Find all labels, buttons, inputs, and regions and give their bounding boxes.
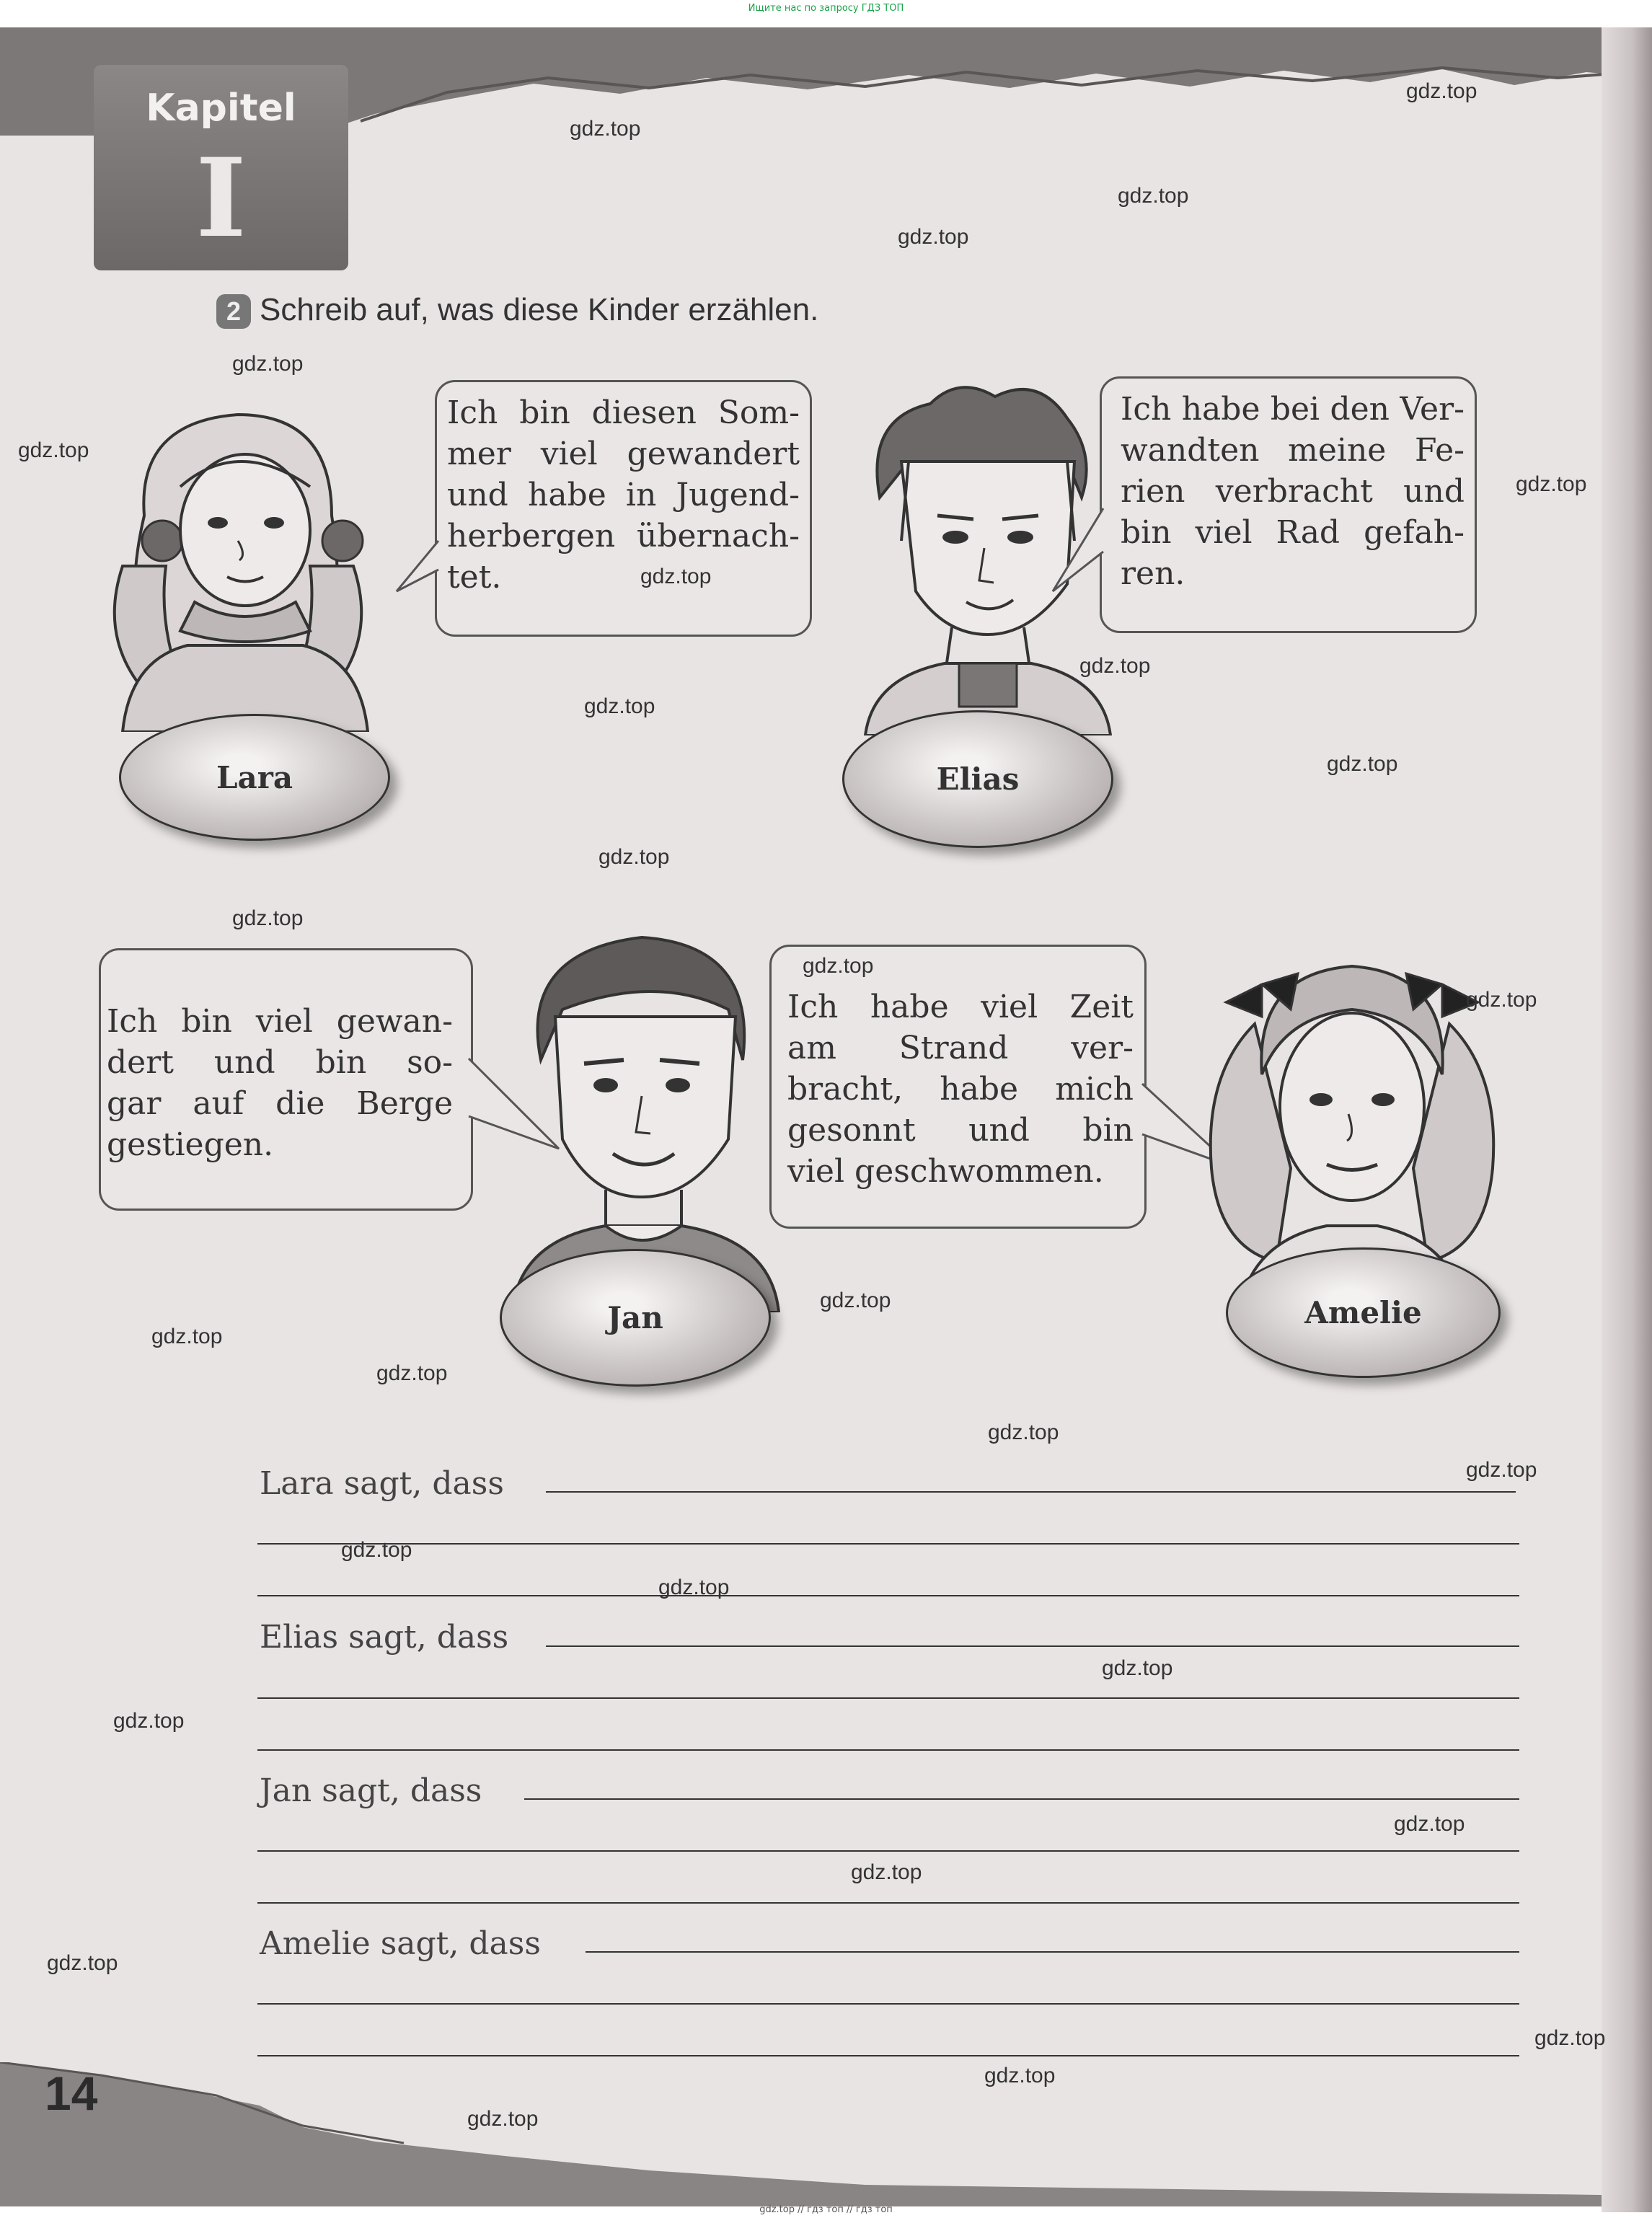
watermark: gdz.top bbox=[113, 1709, 185, 1733]
nameplate-jan: Jan bbox=[500, 1249, 771, 1387]
watermark: gdz.top bbox=[1327, 752, 1398, 776]
page-number: 14 bbox=[45, 2067, 98, 2120]
speech-bubble-jan bbox=[99, 948, 473, 1211]
nameplate-amelie: Amelie bbox=[1226, 1247, 1501, 1378]
bubble-line: Ich bin diesen Som- bbox=[447, 394, 800, 431]
bubble-line: gestiegen. bbox=[107, 1126, 274, 1163]
bubble-line: am Strand ver- bbox=[787, 1030, 1134, 1066]
watermark: gdz.top bbox=[47, 1951, 118, 1975]
answer-line[interactable] bbox=[257, 1543, 1519, 1545]
speech-bubble-lara bbox=[435, 380, 812, 637]
book-spine-shadow bbox=[1602, 27, 1652, 2212]
bubble-tail bbox=[395, 541, 440, 598]
bubble-line: ren. bbox=[1121, 555, 1185, 592]
watermark: gdz.top bbox=[232, 352, 304, 376]
answer-line[interactable] bbox=[257, 1749, 1519, 1751]
speech-bubble-amelie bbox=[769, 945, 1147, 1229]
footer-note: gdz.top // гдз топ // гдз топ bbox=[759, 2204, 893, 2215]
bubble-line: Ich habe bei den Ver- bbox=[1121, 391, 1465, 428]
speech-bubble-elias bbox=[1100, 376, 1477, 633]
bubble-line: bracht, habe mich bbox=[787, 1071, 1134, 1108]
bubble-line: gar auf die Berge bbox=[107, 1085, 453, 1122]
task-instruction: Schreib auf, was diese Kinder erzählen. bbox=[260, 292, 819, 327]
header-note: Ищите нас по запросу ГДЗ ТОП bbox=[748, 3, 904, 14]
watermark: gdz.top bbox=[1534, 2026, 1606, 2050]
bubble-line: viel geschwommen. bbox=[787, 1153, 1104, 1190]
watermark: gdz.top bbox=[803, 954, 874, 978]
watermark: gdz.top bbox=[584, 694, 655, 718]
watermark: gdz.top bbox=[984, 2064, 1056, 2087]
answer-line[interactable] bbox=[257, 2003, 1519, 2005]
bubble-line: herbergen übernach- bbox=[447, 518, 800, 554]
watermark: gdz.top bbox=[598, 845, 670, 869]
watermark: gdz.top bbox=[1406, 79, 1477, 103]
answer-prefix-amelie: Amelie sagt, dass bbox=[260, 1925, 541, 1962]
chapter-badge bbox=[94, 65, 348, 270]
watermark: gdz.top bbox=[1079, 654, 1151, 678]
torn-paper-bottom bbox=[0, 2062, 1652, 2206]
answer-prefix-jan: Jan sagt, dass bbox=[260, 1772, 482, 1809]
watermark: gdz.top bbox=[1466, 988, 1537, 1012]
bubble-tail bbox=[1051, 508, 1103, 595]
bubble-line: wandten meine Fe- bbox=[1121, 432, 1465, 469]
answer-prefix-lara: Lara sagt, dass bbox=[260, 1465, 504, 1502]
answer-line[interactable] bbox=[257, 1697, 1519, 1699]
bubble-line: und habe in Jugend- bbox=[447, 477, 800, 513]
lara-portrait bbox=[94, 393, 397, 732]
watermark: gdz.top bbox=[851, 1860, 922, 1884]
watermark: gdz.top bbox=[640, 565, 712, 588]
answer-line[interactable] bbox=[546, 1645, 1519, 1647]
answer-line[interactable] bbox=[524, 1798, 1519, 1800]
bubble-line: bin viel Rad gefah- bbox=[1121, 514, 1465, 551]
bubble-line: tet. bbox=[447, 559, 502, 596]
watermark: gdz.top bbox=[376, 1361, 448, 1385]
task-heading bbox=[216, 292, 818, 329]
watermark: gdz.top bbox=[988, 1421, 1059, 1444]
answer-prefix-elias: Elias sagt, dass bbox=[260, 1619, 509, 1656]
watermark: gdz.top bbox=[232, 906, 304, 930]
chapter-number: I bbox=[195, 135, 247, 262]
watermark: gdz.top bbox=[898, 225, 969, 249]
answer-line[interactable] bbox=[257, 2055, 1519, 2056]
chapter-label: Kapitel bbox=[146, 87, 296, 130]
answer-line[interactable] bbox=[546, 1491, 1516, 1493]
watermark: gdz.top bbox=[18, 438, 89, 462]
bubble-line: Ich habe viel Zeit bbox=[787, 989, 1134, 1025]
bubble-line: rien verbracht und bbox=[1121, 473, 1465, 510]
answer-line[interactable] bbox=[586, 1951, 1519, 1953]
watermark: gdz.top bbox=[1516, 472, 1587, 496]
watermark: gdz.top bbox=[820, 1289, 891, 1312]
bubble-line: mer viel gewandert bbox=[447, 436, 800, 472]
watermark: gdz.top bbox=[151, 1325, 223, 1348]
bubble-line: Ich bin viel gewan- bbox=[107, 1003, 453, 1040]
answer-line[interactable] bbox=[257, 1595, 1519, 1596]
watermark: gdz.top bbox=[658, 1576, 730, 1599]
bubble-line: dert und bin so- bbox=[107, 1044, 453, 1081]
watermark: gdz.top bbox=[1118, 184, 1189, 208]
watermark: gdz.top bbox=[467, 2107, 539, 2131]
nameplate-elias: Elias bbox=[842, 710, 1113, 848]
watermark: gdz.top bbox=[341, 1538, 412, 1562]
nameplate-lara: Lara bbox=[119, 714, 390, 841]
watermark: gdz.top bbox=[1466, 1458, 1537, 1482]
answer-line[interactable] bbox=[257, 1850, 1519, 1852]
answer-line[interactable] bbox=[257, 1902, 1519, 1904]
task-number: 2 bbox=[216, 294, 251, 329]
bubble-line: gesonnt und bin bbox=[787, 1112, 1134, 1149]
watermark: gdz.top bbox=[570, 117, 641, 141]
watermark: gdz.top bbox=[1394, 1812, 1465, 1836]
watermark: gdz.top bbox=[1102, 1656, 1173, 1680]
